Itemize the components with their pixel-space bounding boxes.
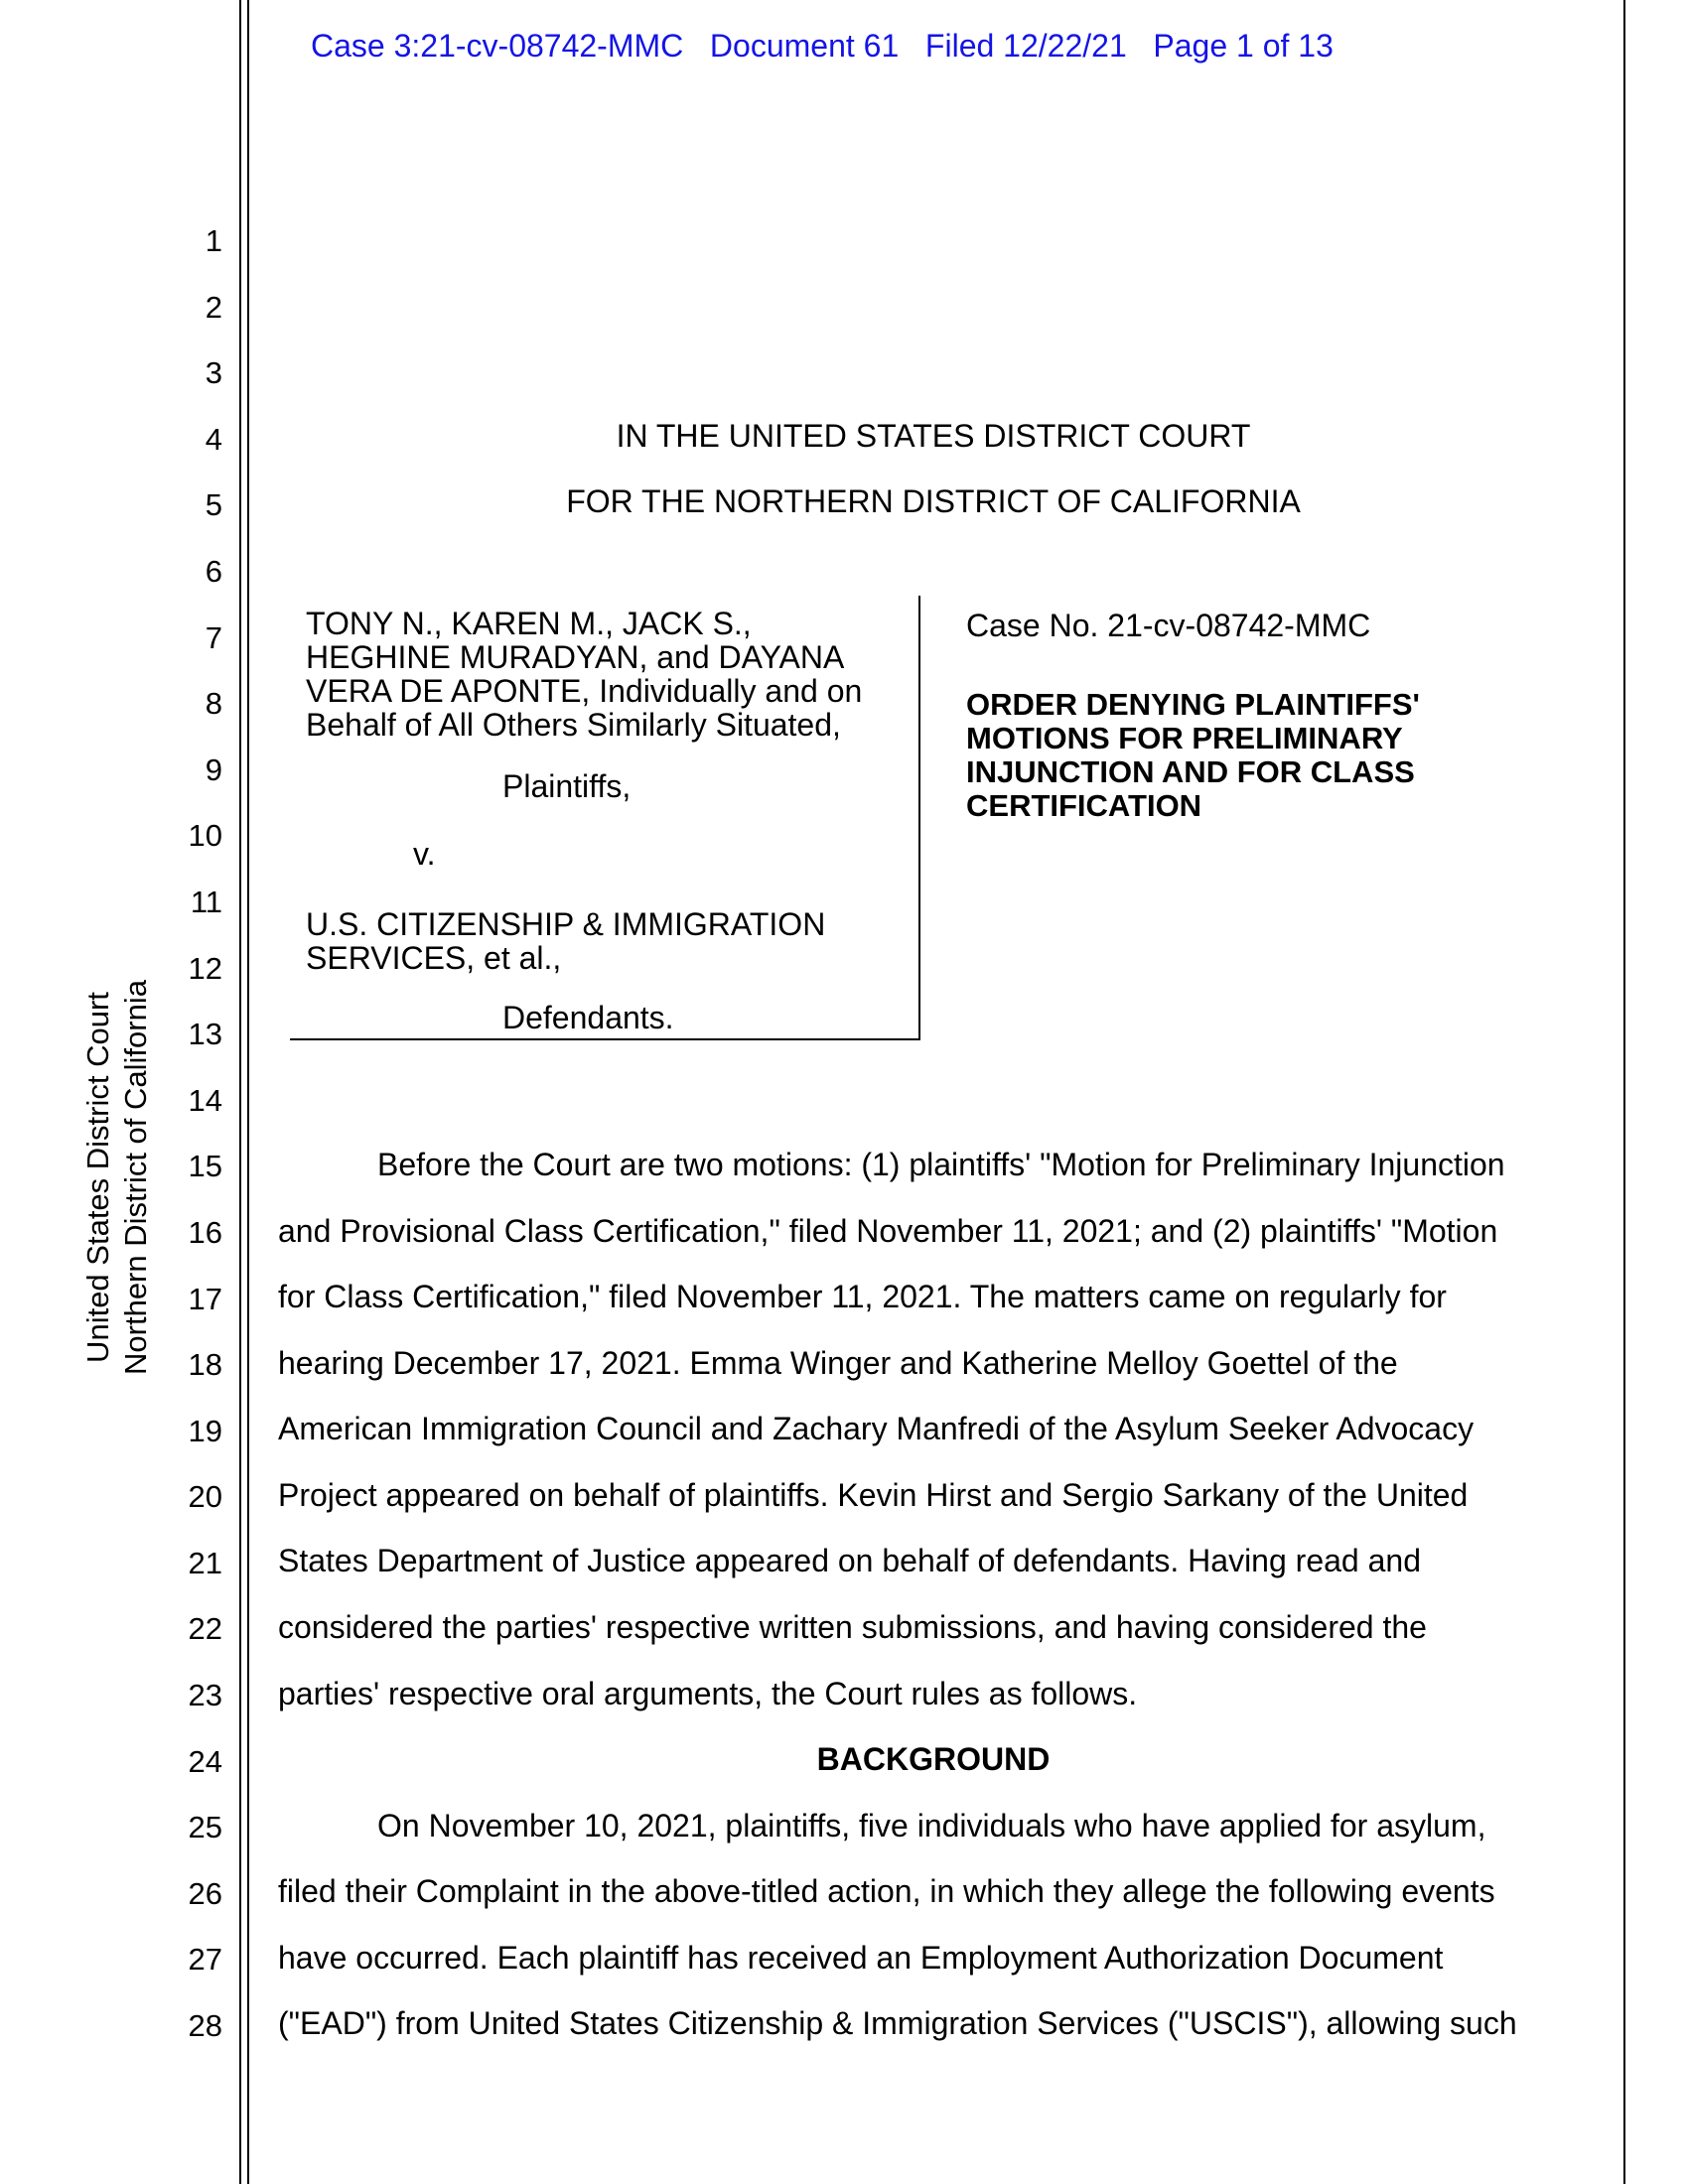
caption-parties-box [290,596,915,1040]
plaintiffs-names [306,607,902,742]
line-number: 6 [205,553,222,589]
caption-horizontal-rule [290,1038,920,1040]
body-text-line: filed their Complaint in the above-titled action, in which they allege the following events [278,1873,1495,1909]
line-number: 15 [188,1149,222,1184]
pleading-line-numbers [149,220,222,2072]
line-number: 1 [205,223,222,258]
court-title-line-1: IN THE UNITED STATES DISTRICT COURT [616,418,1251,454]
body-text-line: States Department of Justice appeared on behalf of defendants. Having read and [278,1543,1421,1578]
body-text-line: considered the parties' respective written submissions, and having considered the [278,1609,1427,1645]
side-label-line: Northern District of California [118,980,153,1375]
defendants-line: SERVICES, et al., [306,940,562,976]
plaintiffs-line: TONY N., KAREN M., JACK S., [306,606,752,641]
line-number: 22 [188,1611,222,1647]
line-number: 14 [188,1082,222,1118]
line-number: 9 [205,751,222,787]
line-number: 7 [205,619,222,655]
filing-header: Case 3:21-cv-08742-MMC Document 61 Filed 12/22/21 Page 1 of 13 [311,28,1334,64]
court-side-label [79,731,155,1624]
line-number: 10 [188,818,222,854]
order-title-line: CERTIFICATION [966,788,1202,823]
defendants-names [306,907,902,975]
court-title-line-2: FOR THE NORTHERN DISTRICT OF CALIFORNIA [566,483,1301,519]
line-number: 20 [188,1479,222,1515]
line-number: 17 [188,1281,222,1316]
line-number: 27 [188,1942,222,1978]
section-heading-background: BACKGROUND [816,1741,1051,1777]
case-number: Case No. 21-cv-08742-MMC [966,608,1371,643]
order-title [966,688,1522,823]
body-text-line: hearing December 17, 2021. Emma Winger and Katherine Melloy Goettel of the [278,1345,1398,1381]
line-number: 19 [188,1413,222,1448]
body-text-line: for Class Certification," filed November 11, 2021. The matters came on regularly for [278,1279,1447,1314]
plaintiffs-line: Behalf of All Others Similarly Situated, [306,707,841,743]
line-number: 2 [205,289,222,325]
line-number: 26 [188,1875,222,1911]
order-title-line: ORDER DENYING PLAINTIFFS' [966,687,1420,722]
line-number: 23 [188,1678,222,1713]
left-margin-rule-inner [247,0,249,2184]
line-number: 5 [205,487,222,523]
line-number: 11 [190,884,222,919]
body-text-line: Before the Court are two motions: (1) plaintiffs' "Motion for Preliminary Injunction [377,1147,1505,1182]
line-number: 18 [188,1347,222,1383]
body-text-line: and Provisional Class Certification," filed November 11, 2021; and (2) plaintiffs' "Motion [278,1213,1498,1249]
plaintiffs-line: HEGHINE MURADYAN, and DAYANA [306,639,845,675]
order-title-line: MOTIONS FOR PRELIMINARY [966,721,1403,755]
body-text-line: ("EAD") from United States Citizenship & Immigration Services ("USCIS"), allowing such [278,2005,1517,2041]
line-number: 3 [205,355,222,391]
line-number: 4 [205,421,222,457]
plaintiffs-line: VERA DE APONTE, Individually and on [306,673,863,709]
line-number: 13 [188,1017,222,1052]
body-text-line: Project appeared on behalf of plaintiffs. Kevin Hirst and Sergio Sarkany of the United [278,1477,1469,1513]
defendants-line: U.S. CITIZENSHIP & IMMIGRATION [306,906,826,942]
plaintiffs-role: Plaintiffs, [502,768,632,804]
left-margin-rule-outer [239,0,241,2184]
body-text-line: American Immigration Council and Zachary Manfredi of the Asylum Seeker Advocacy [278,1411,1475,1446]
versus: v. [413,836,436,872]
line-number: 25 [188,1810,222,1845]
line-number: 8 [205,686,222,722]
line-number: 12 [188,950,222,986]
body-text-line: On November 10, 2021, plaintiffs, five individuals who have applied for asylum, [377,1808,1486,1843]
line-number: 16 [188,1214,222,1250]
side-label-line: United States District Court [80,992,115,1363]
line-number: 28 [188,2008,222,2044]
caption-case-info [966,608,1522,823]
line-number: 21 [188,1545,222,1580]
order-title-line: INJUNCTION AND FOR CLASS [966,754,1415,789]
caption-vertical-rule [918,596,920,1040]
right-margin-rule [1623,0,1625,2184]
line-number: 24 [188,1743,222,1779]
body-text-line: parties' respective oral arguments, the Court rules as follows. [278,1676,1138,1711]
defendants-role: Defendants. [502,1000,674,1035]
body-text-line: have occurred. Each plaintiff has received an Employment Authorization Document [278,1940,1444,1976]
